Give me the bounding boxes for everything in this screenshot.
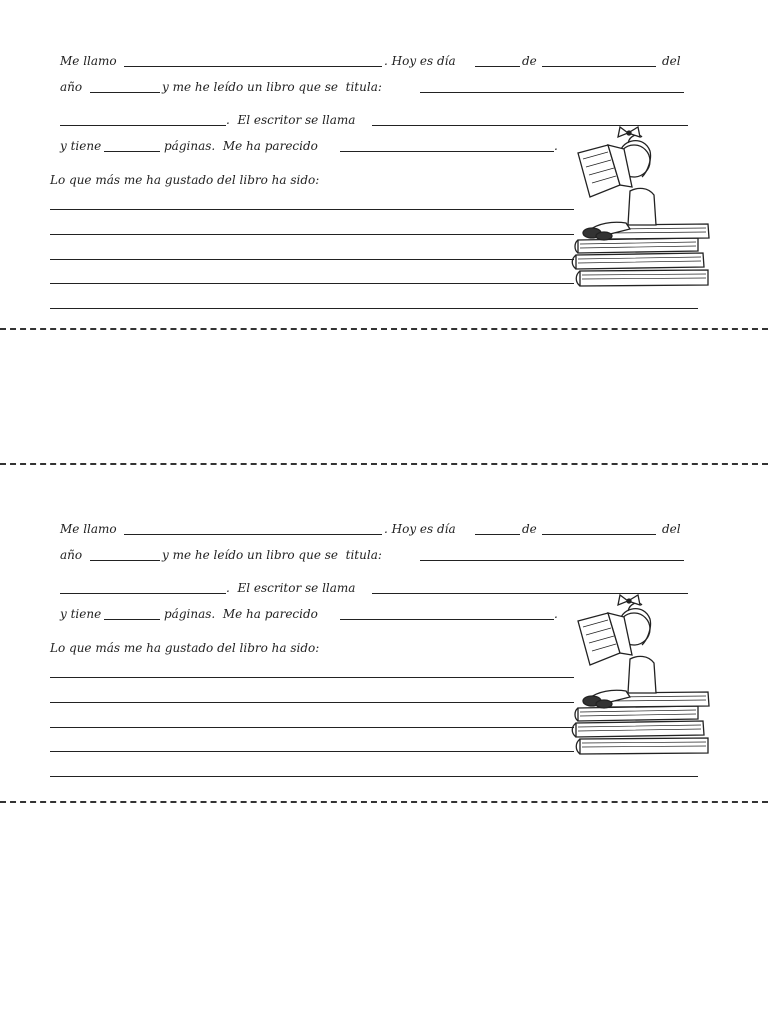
label-libro-titula: y me he leído un libro que se titula: (162, 548, 382, 562)
label-y-tiene: y tiene (60, 607, 102, 621)
cut-line-2 (0, 463, 768, 465)
day-blank[interactable] (475, 534, 520, 535)
label-hoy-es-dia: . Hoy es día (384, 54, 456, 68)
label-paginas: páginas. Me ha parecido (164, 607, 318, 621)
year-blank[interactable] (90, 560, 160, 561)
opinion-blank[interactable] (340, 151, 554, 152)
title-blank[interactable] (420, 560, 684, 561)
name-blank[interactable] (124, 534, 382, 535)
label-escritor: . El escritor se llama (226, 581, 356, 595)
label-del: del (662, 522, 681, 536)
label-de: de (522, 522, 537, 536)
label-period: . (554, 139, 558, 153)
girl-reading-on-books-illustration (568, 593, 718, 763)
title-blank[interactable] (420, 92, 684, 93)
girl-reading-on-books-illustration (568, 125, 718, 295)
month-blank[interactable] (542, 534, 656, 535)
label-me-llamo: Me llamo (60, 54, 117, 68)
answer-line-4[interactable] (50, 283, 574, 284)
answer-line-3[interactable] (50, 259, 574, 260)
answer-line-3[interactable] (50, 727, 574, 728)
label-escritor: . El escritor se llama (226, 113, 356, 127)
label-paginas: páginas. Me ha parecido (164, 139, 318, 153)
label-period: . (554, 607, 558, 621)
label-de: de (522, 54, 537, 68)
answer-line-5[interactable] (50, 308, 698, 309)
month-blank[interactable] (542, 66, 656, 67)
answer-line-4[interactable] (50, 751, 574, 752)
label-y-tiene: y tiene (60, 139, 102, 153)
title-blank-continued[interactable] (60, 593, 226, 594)
label-libro-titula: y me he leído un libro que se titula: (162, 80, 382, 94)
cut-line-1 (0, 328, 768, 330)
answer-line-1[interactable] (50, 209, 574, 210)
year-blank[interactable] (90, 92, 160, 93)
label-ano: año (60, 548, 83, 562)
label-gustado: Lo que más me ha gustado del libro ha sido: (50, 641, 320, 655)
answer-line-5[interactable] (50, 776, 698, 777)
day-blank[interactable] (475, 66, 520, 67)
answer-line-2[interactable] (50, 234, 574, 235)
pages-blank[interactable] (104, 619, 160, 620)
opinion-blank[interactable] (340, 619, 554, 620)
title-blank-continued[interactable] (60, 125, 226, 126)
cut-line-3 (0, 801, 768, 803)
answer-line-1[interactable] (50, 677, 574, 678)
label-hoy-es-dia: . Hoy es día (384, 522, 456, 536)
label-del: del (662, 54, 681, 68)
answer-line-2[interactable] (50, 702, 574, 703)
label-me-llamo: Me llamo (60, 522, 117, 536)
label-gustado: Lo que más me ha gustado del libro ha sido: (50, 173, 320, 187)
name-blank[interactable] (124, 66, 382, 67)
label-ano: año (60, 80, 83, 94)
pages-blank[interactable] (104, 151, 160, 152)
